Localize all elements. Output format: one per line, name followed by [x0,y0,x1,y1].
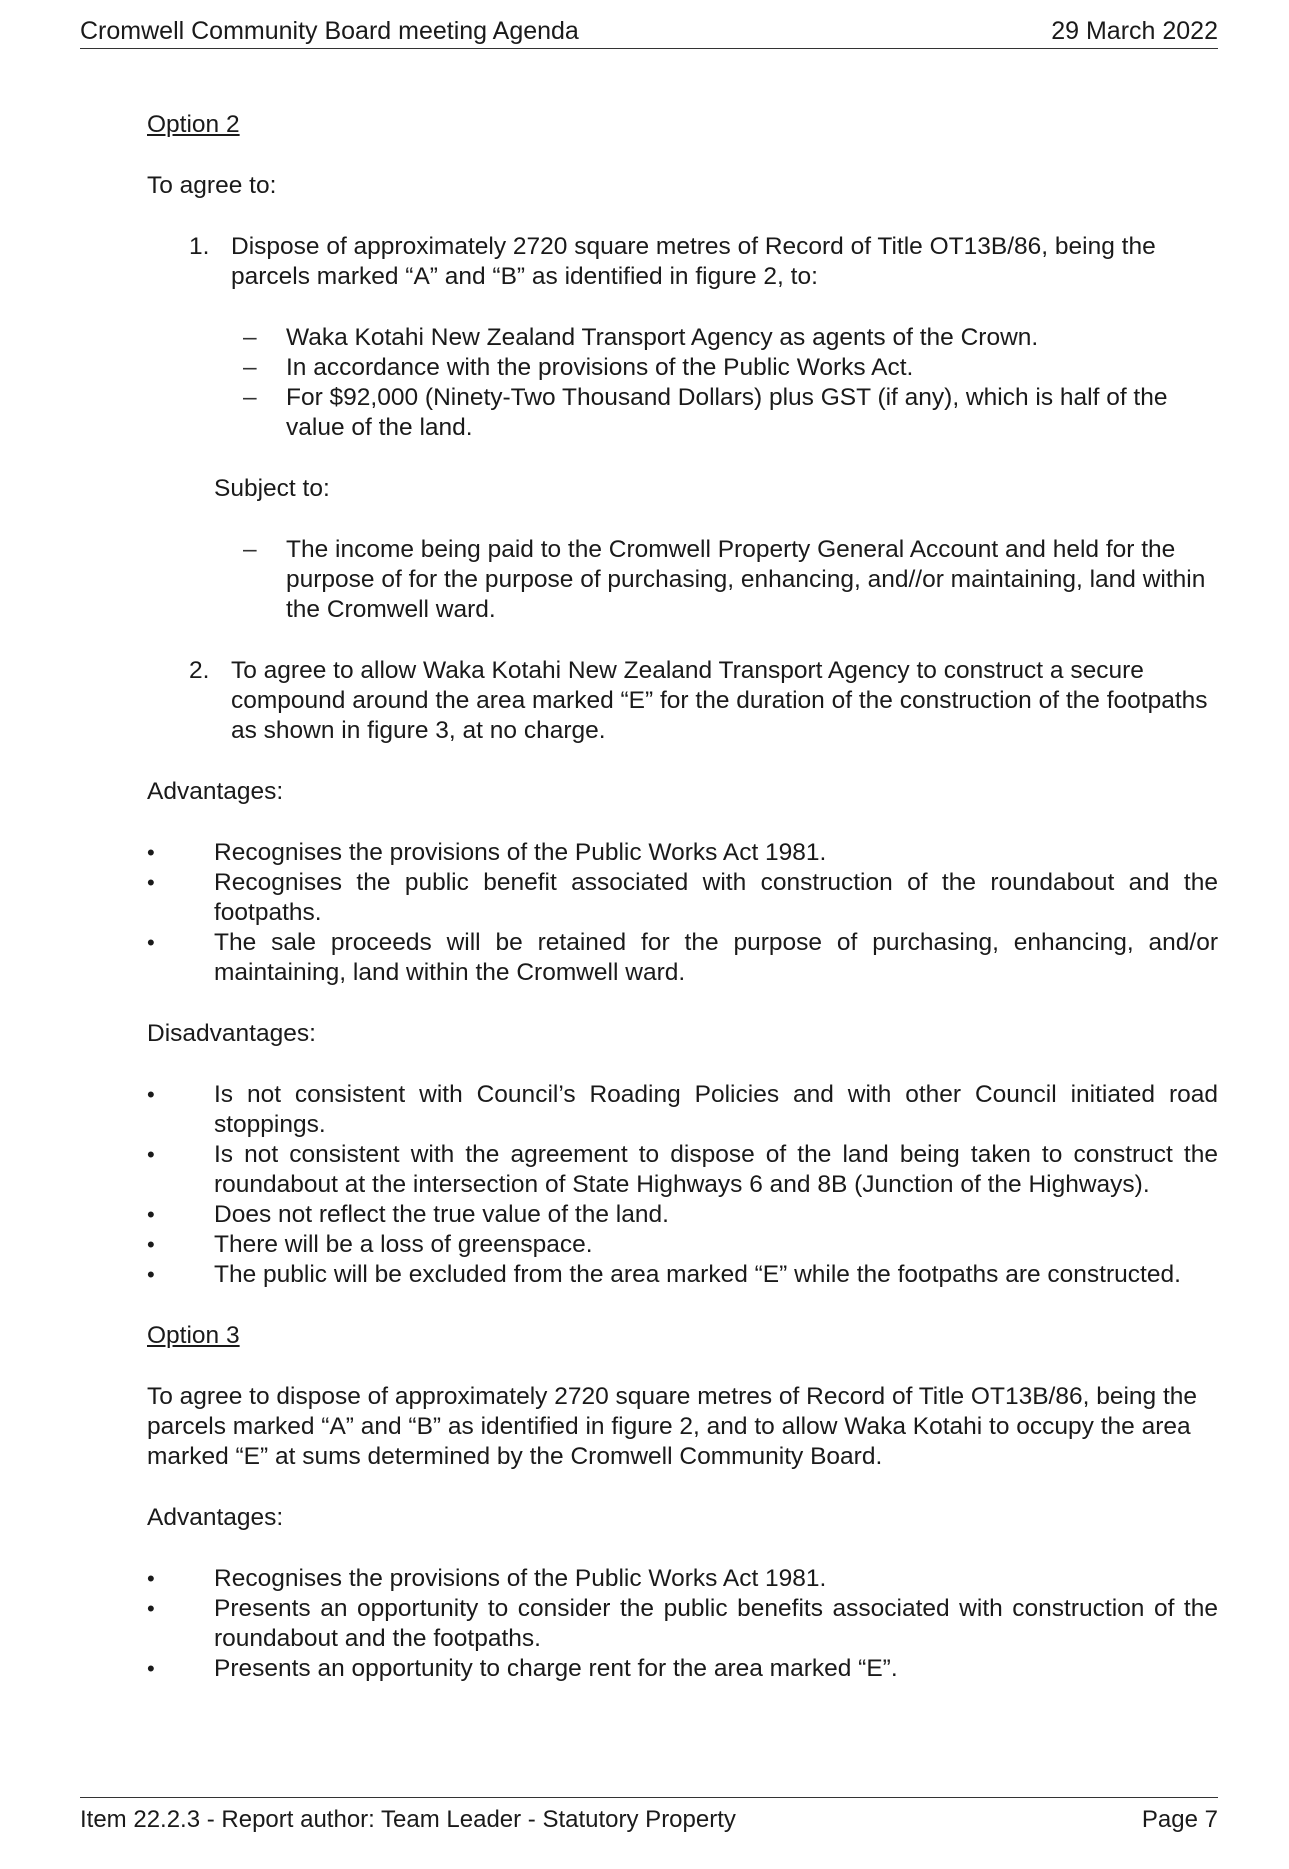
page-number: Page 7 [1141,1806,1218,1833]
header-title: Cromwell Community Board meeting Agenda [80,17,579,45]
subject-to-label: Subject to: [214,475,330,502]
bullet-icon: • [147,1656,155,1681]
subject-to-list [231,535,1218,625]
page-header [80,14,1218,49]
bullet-icon: • [147,840,155,865]
list-item: – The income being paid to the Cromwell Property General Account and held for the purpose of for the purpose of purchasing, enhancing, and//or maintaining, land within the Cromwell ward. [243,536,1206,623]
bullet-icon: • [147,1262,155,1287]
list-item: • Recognises the provisions of the Public Works Act 1981. [147,1565,827,1592]
page-content [147,110,1218,1715]
option3-advantages-label: Advantages: [147,1504,284,1531]
option3-advantages-list [147,1564,1218,1684]
bullet-icon: • [147,1202,155,1227]
list-item: – Waka Kotahi New Zealand Transport Agency as agents of the Crown. [243,324,1039,351]
list-item: • The sale proceeds will be retained for the purpose of purchasing, enhancing, and/or maintaining, land within the Cromwell ward. [147,929,1218,986]
list-item: • Does not reflect the true value of the land. [147,1201,669,1228]
list-item: • Is not consistent with Council’s Roading Policies and with other Council initiated road stoppings. [147,1081,1218,1138]
option2-advantages-label: Advantages: [147,778,284,805]
list-item: • Presents an opportunity to consider the public benefits associated with construction of the roundabout and the footpaths. [147,1595,1218,1652]
footer-item-ref: Item 22.2.3 - Report author: Team Leader - Statutory Property [80,1806,736,1833]
option3-heading: Option 3 [147,1322,240,1349]
option2-disadvantages-label: Disadvantages: [147,1020,316,1047]
option3-text: To agree to dispose of approximately 2720 square metres of Record of Title OT13B/86, being the parcels marked “A” and “B” as identified in figure 2, and to allow Waka Kotahi to occupy the area marked “E” at sums determined by the Cromwell Community Board. [147,1383,1198,1470]
dispose-conditions-list [231,323,1218,443]
option2-intro: To agree to: [147,172,277,199]
header-date: 29 March 2022 [1051,17,1218,45]
page-footer [80,1797,1218,1838]
option2-item-1 [147,232,1218,625]
list-item: • Presents an opportunity to charge rent for the area marked “E”. [147,1655,898,1682]
bullet-icon: • [147,930,155,955]
item-text: Dispose of approximately 2720 square metres of Record of Title OT13B/86, being the parcels marked “A” and “B” as identified in figure 2, to: [231,233,1156,290]
dash-icon: – [243,536,257,563]
option2-advantages-list [147,838,1218,988]
item-number: 2. [189,657,210,684]
dash-icon: – [243,384,257,411]
item-number: 1. [189,233,210,260]
dash-icon: – [243,324,257,351]
option2-heading: Option 2 [147,111,240,138]
list-item: • There will be a loss of greenspace. [147,1231,593,1258]
bullet-icon: • [147,1142,155,1167]
list-item: – In accordance with the provisions of the Public Works Act. [243,354,914,381]
list-item: • The public will be excluded from the area marked “E” while the footpaths are constructed. [147,1261,1181,1288]
bullet-icon: • [147,1566,155,1591]
bullet-icon: • [147,1232,155,1257]
option2-list [147,232,1218,746]
item-text: To agree to allow Waka Kotahi New Zealand Transport Agency to construct a secure compound around the area marked “E” for the duration of the construction of the footpaths as shown in figure 3, at no charge. [231,657,1208,744]
list-item: – For $92,000 (Ninety-Two Thousand Dollars) plus GST (if any), which is half of the value of the land. [243,384,1168,441]
dash-icon: – [243,354,257,381]
list-item: • Is not consistent with the agreement to dispose of the land being taken to construct the roundabout at the intersection of State Highways 6 and 8B (Junction of the Highways). [147,1141,1218,1198]
list-item: • Recognises the provisions of the Public Works Act 1981. [147,839,827,866]
option2-item-2 [147,656,1218,746]
option2-disadvantages-list [147,1080,1218,1290]
bullet-icon: • [147,1596,155,1621]
bullet-icon: • [147,870,155,895]
bullet-icon: • [147,1082,155,1107]
list-item: • Recognises the public benefit associated with construction of the roundabout and the footpaths. [147,869,1218,926]
